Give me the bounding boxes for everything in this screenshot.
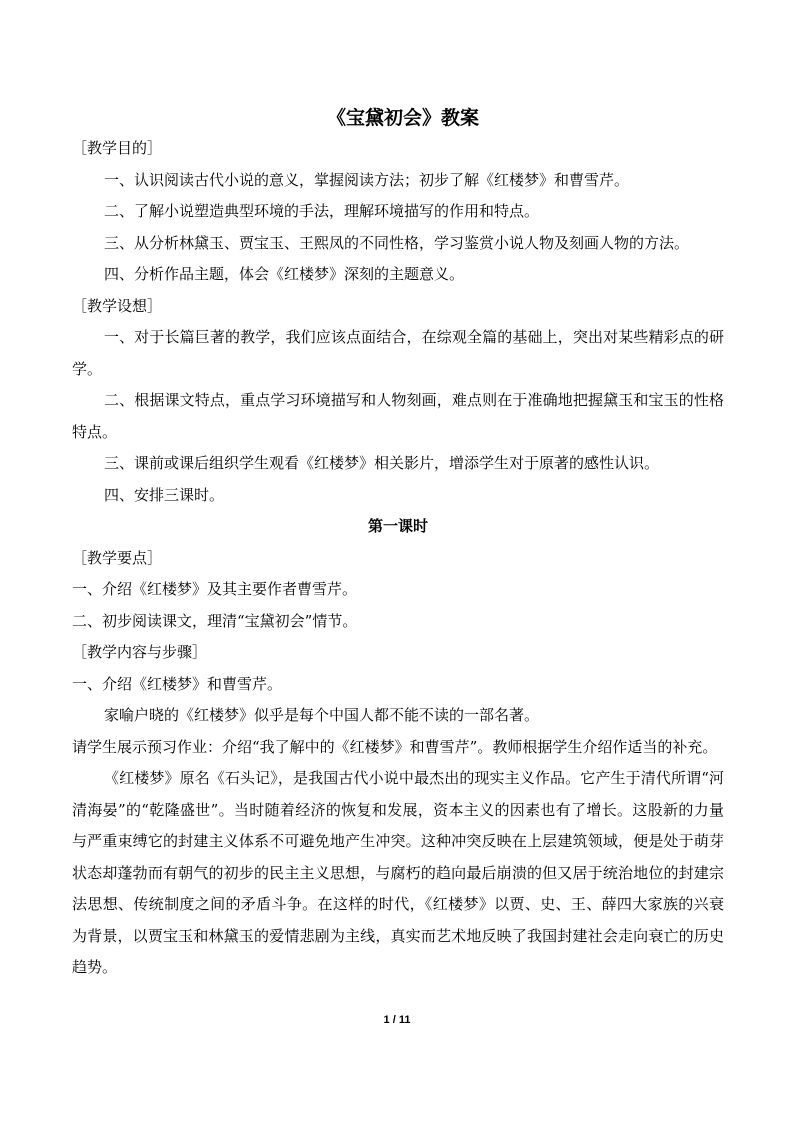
- objectives-heading: ［教学目的］: [72, 139, 163, 157]
- content-heading: ［教学内容与步骤］: [72, 643, 208, 661]
- objective-item: 一、认识阅读古代小说的意义，掌握阅读方法；初步了解《红楼梦》和曹雪芹。: [104, 170, 630, 189]
- document-body: [72, 103, 724, 984]
- design-item: 三、课前或课后组织学生观看《红楼梦》相关影片，增添学生对于原著的感性认识。: [104, 454, 660, 472]
- page-number: 1 / 11: [383, 1014, 411, 1026]
- paragraph: 《红楼梦》原名《石头记》，是我国古代小说中最杰出的现实主义作品。它产生于清代所谓“河清海晏”的“乾隆盛世”。当时随着经济的恢复和发展，资本主义的因素也有了增长。这股新的力量与严重束缚它的封建主义体系不可避免地产生冲突。这种冲突反映在上层建筑领域，便是处于萌芽状态却蓬勃而有朝气的初步的民主主义思想，与腐朽的趋向最后崩溃的但又居于统治地位的封建宗法思想、传统制度之间的矛盾斗争。在这样的时代，《红楼梦》以贾、史、王、薛四大家族的兴衰为背景，以贾宝玉和林黛玉的爱情悲剧为主线，真实而艺术地反映了我国封建社会走向衰亡的历史趋势。: [72, 769, 724, 976]
- objective-item: 四、分析作品主题，体会《红楼梦》深刻的主题意义。: [104, 265, 465, 283]
- paragraph: 请学生展示预习作业：介绍“我了解中的《红楼梦》和曹雪芹”。教师根据学生介绍作适当的补充。: [72, 737, 718, 756]
- objective-item: 二、了解小说塑造典型环境的手法，理解环境描写的作用和特点。: [104, 202, 540, 220]
- document-title: 《宝黛初会》教案: [326, 107, 479, 129]
- design-heading: ［教学设想］: [72, 296, 163, 315]
- design-item: 一、对于长篇巨著的教学，我们应该点面结合，在综观全篇的基础上，突出对某些精彩点的研学。: [72, 328, 724, 378]
- paragraph: 家喻户晓的《红楼梦》似乎是每个中国人都不能不读的一部名著。: [104, 706, 540, 724]
- keypoint-item: 二、初步阅读课文，理清“宝黛初会”情节。: [72, 611, 358, 630]
- step-heading: 一、介绍《红楼梦》和曹雪芹。: [72, 674, 283, 693]
- objective-item: 三、从分析林黛玉、贾宝玉、王熙凤的不同性格，学习鉴赏小说人物及刻画人物的方法。: [104, 233, 690, 252]
- keypoint-item: 一、介绍《红楼梦》及其主要作者曹雪芹。: [72, 580, 358, 598]
- lesson-heading: 第一课时: [367, 517, 428, 535]
- design-item: 四、安排三课时。: [104, 485, 225, 504]
- keypoints-heading: ［教学要点］: [72, 548, 163, 567]
- design-item: 二、根据课文特点，重点学习环境描写和人物刻画，难点则在于准确地把握黛玉和宝玉的性格特点。: [72, 391, 724, 441]
